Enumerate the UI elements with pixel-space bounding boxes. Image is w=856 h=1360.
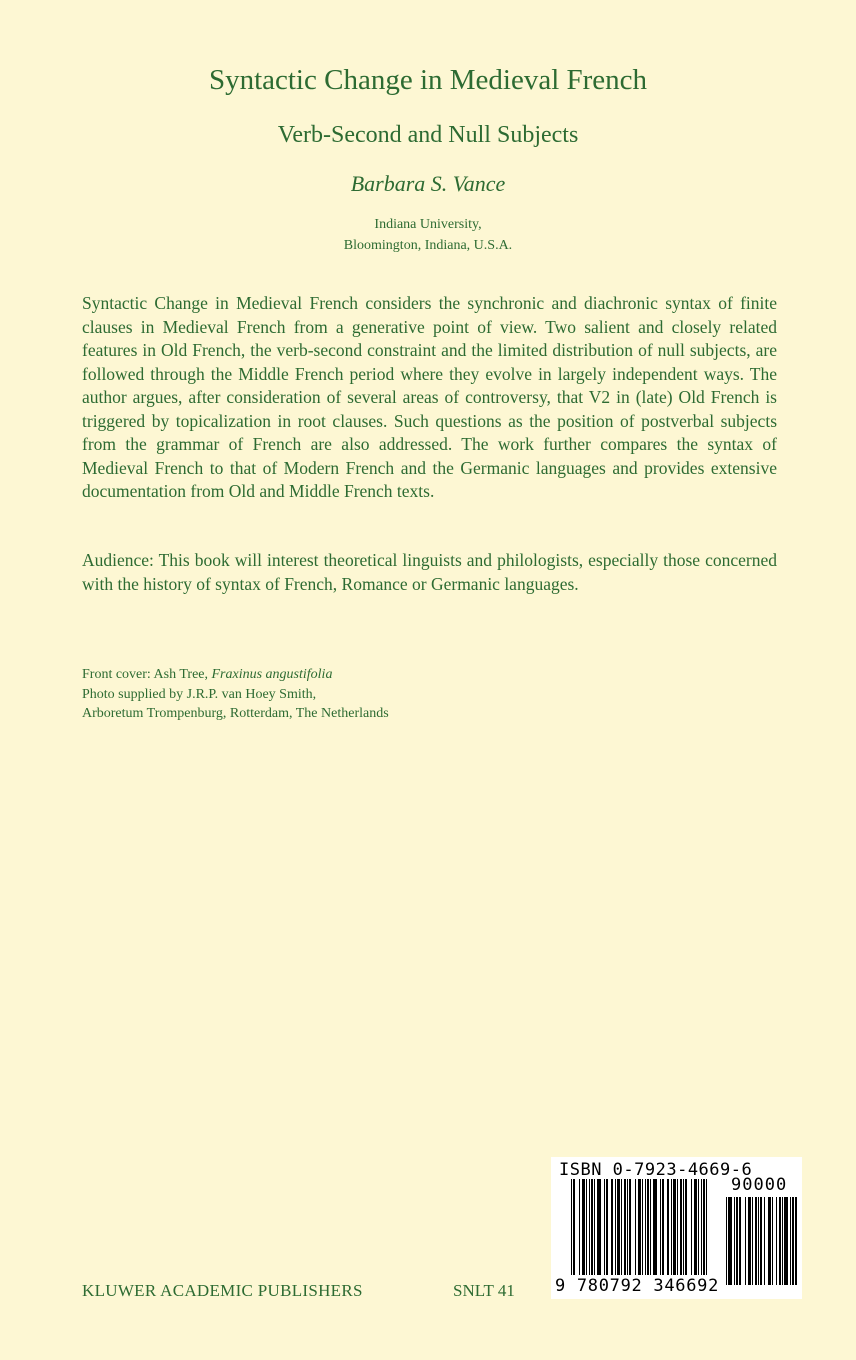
barcode-bar [589,1179,590,1275]
barcode-bar [764,1197,765,1285]
barcode-bar [772,1197,773,1285]
barcode-bar [795,1197,797,1285]
barcode-bar [571,1179,572,1275]
barcode-bar [629,1179,631,1275]
barcode-bar [736,1197,738,1285]
barcode-bar [635,1179,636,1275]
barcode-bar [782,1197,783,1285]
barcode-bar [621,1179,622,1275]
barcode-bar [647,1179,649,1275]
barcode-bar [627,1179,628,1275]
barcode-bar [784,1197,788,1285]
cover-credit-line [82,665,389,685]
barcode-bar [667,1179,669,1275]
barcode-bar [673,1179,676,1275]
barcode-bar [790,1197,791,1285]
barcode-bar [611,1179,613,1275]
location-credit-line: Arboretum Trompenburg, Rotterdam, The Netherlands [82,706,389,721]
barcode-bar [776,1197,777,1285]
barcode-bar [748,1197,751,1285]
author-affiliation [0,214,856,256]
barcode-bar [591,1179,593,1275]
isbn-number: ISBN 0-7923-4669-6 [559,1160,753,1180]
barcode-bar [691,1179,692,1275]
barcode-bar [706,1179,707,1275]
series-label: SNLT 41 [453,1281,515,1300]
barcode-bar [594,1179,595,1275]
barcode-bar [624,1179,626,1275]
isbn-barcode [551,1157,802,1299]
photo-credit-line: Photo supplied by J.R.P. van Hoey Smith, [82,686,317,702]
barcode-bar [701,1179,702,1275]
barcode-bar [698,1179,699,1275]
barcode-bar [745,1197,746,1285]
barcode-bar [677,1179,678,1275]
barcode-bar [617,1179,620,1275]
barcode-bar [752,1197,753,1285]
audience-paragraph: Audience: This book will interest theoretical linguists and philologists, especially those concerned with the history of syntax of French, Romance or Germanic languages. [82,550,777,594]
barcode-bar [792,1197,794,1285]
barcode-bar [685,1179,687,1275]
barcode-bar [728,1197,732,1285]
barcode-bar [683,1179,684,1275]
barcode-bar [755,1197,757,1285]
barcode-bar [582,1179,585,1275]
barcode-bar [734,1197,735,1285]
barcode-bar [606,1179,608,1275]
barcode-bar [615,1179,616,1275]
author-name: Barbara S. Vance [350,171,506,196]
affiliation-line: Bloomington, Indiana, U.S.A. [343,238,513,253]
barcode-bar [638,1179,641,1275]
barcode-bar [680,1179,682,1275]
barcode-bar [653,1179,657,1275]
book-subtitle: Verb-Second and Null Subjects [277,122,579,148]
barcode-bar [768,1197,771,1285]
cover-species-name: Fraxinus angustifolia [211,667,333,682]
barcode-bar [703,1179,705,1275]
barcode-bar [597,1179,601,1275]
barcode-bar [660,1179,661,1275]
affiliation-line: Indiana University, [374,217,482,232]
description-paragraph: Syntactic Change in Medieval French considers the synchronic and diachronic syntax of finite clauses in Medieval French from a generative point of view. Two salient and closely related features in Old French, the verb-second constraint and the limited distribution of null subjects, are followed through the Middle French period where they evolve in largely independent ways. The author argues, after consideration of several areas of controversy, that V2 in (late) Old French is triggered by topicalization in root clauses. Such questions as the position of postverbal subjects from the grammar of French are also addressed. The work further compares the syntax of Medieval French to that of Modern French and the Germanic languages and provides extensive documentation from Old and Middle French texts. [82,293,777,501]
barcode-bar [642,1179,643,1275]
barcode-bar [573,1179,575,1275]
barcode-bar [739,1197,741,1285]
barcode-bar [604,1179,605,1275]
barcode-bar [760,1197,762,1285]
cover-credit-prefix: Front cover: Ash Tree, [82,667,212,682]
barcode-bar [758,1197,759,1285]
book-title: Syntactic Change in Medieval French [208,64,648,96]
barcode-bar [586,1179,587,1275]
publisher-name: KLUWER ACADEMIC PUBLISHERS [82,1281,363,1300]
barcode-bar [662,1179,664,1275]
barcode-bar [726,1197,727,1285]
barcode-bar [579,1179,580,1275]
cover-credits [82,665,389,724]
price-addon-digits: 90000 [731,1175,788,1195]
barcode-bar [779,1197,781,1285]
barcode-bar [645,1179,646,1275]
barcode-bar [671,1179,672,1275]
ean-digits: 9 780792 346692 [555,1276,720,1296]
barcode-bar [694,1179,697,1275]
barcode-bar [650,1179,651,1275]
